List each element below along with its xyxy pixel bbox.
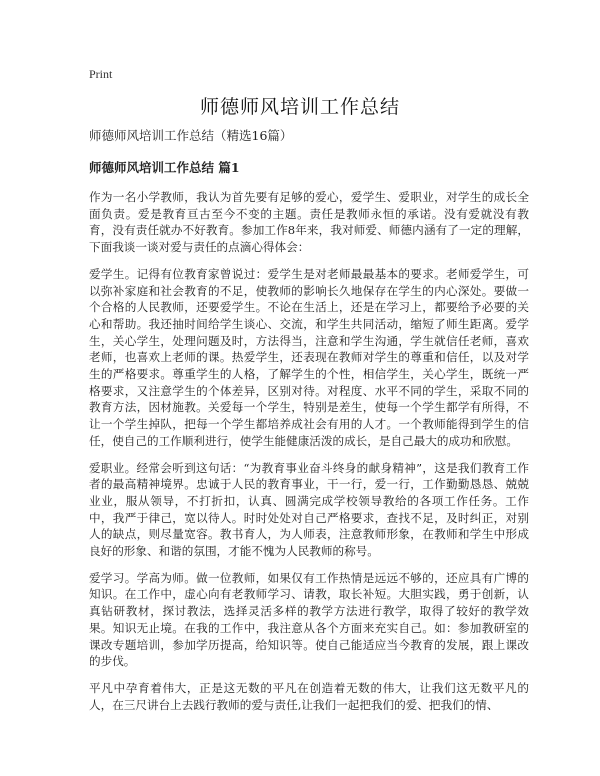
paragraph-love-learning: 爱学习。学高为师。做一位教师，如果仅有工作热情是远远不够的，还应具有广博的知识。在工作中，虚心向有老教师学习、请教，取长补短。大胆实践，勇于创新，认真钻研教材，探讨教法，选择灵活多样的教学方法进行教学，取得了较好的教学效果。知识无止境。在我的工作中，我注意从各个方面来充实自己。如：参加教研室的课改专题培训，参加学历提高，给知识等。使自己能适应当今教育的发展，跟上课改的步伐。 bbox=[89, 570, 529, 669]
paragraph-intro: 作为一名小学教师，我认为首先要有足够的爱心，爱学生、爱职业，对学生的成长全面负责。爱是教育亘古至今不变的主题。责任是教师永恒的承诺。没有爱就没有教育，没有责任就办不好教育。参加工作8年来，我对师爱、师德内涵有了一定的理解，下面我谈一谈对爱与责任的点滴心得体会： bbox=[89, 190, 529, 255]
paragraph-love-students: 爱学生。记得有位教育家曾说过：爱学生是对老师最最基本的要求。老师爱学生，可以弥补家庭和社会教育的不足，使教师的影响长久地保存在学生的内心深处。要做一个合格的人民教师，还要爱学生。不论在生活上，还是在学习上，都要给予必要的关心和帮助。我还抽时间给学生谈心、交流，和学生共同活动，缩短了师生距离。爱学生，关心学生，处理问题及时，方法得当，注意和学生沟通，学生就信任老师，喜欢老师，也喜欢上老师的课。热爱学生，还表现在教师对学生的尊重和信任，以及对学生的严格要求。尊重学生的人格，了解学生的个性，相信学生，关心学生，既统一严格要求，又注意学生的个体差异，区别对待。对程度、水平不同的学生，采取不同的教育方法，因材施教。关爱每一个学生，特别是差生，使每一个学生都学有所得，不让一个学生掉队，把每一个学生都培养成社会有用的人才。一个教师能得到学生的信任，使自己的工作顺利进行，使学生能健康活泼的成长，是自己最大的成功和欣慰。 bbox=[89, 266, 529, 448]
document-title: 师德师风培训工作总结 bbox=[199, 96, 400, 118]
document-subtitle: 师德师风培训工作总结（精选16篇） bbox=[89, 128, 293, 143]
section-heading: 师德师风培训工作总结 篇1 bbox=[89, 160, 240, 175]
print-label: Print bbox=[89, 67, 113, 81]
paragraph-conclusion: 平凡中孕育着伟大，正是这无数的平凡在创造着无数的伟大，让我们这无数平凡的人，在三尺讲台上去践行教师的爱与责任,让我们一起把我们的爱、把我们的情、 bbox=[89, 680, 529, 712]
paragraph-love-profession: 爱职业。经常会听到这句话：“为教育事业奋斗终身的献身精神”，这是我们教育工作者的最高精神境界。忠诚于人民的教育事业，干一行，爱一行，工作勤勤恳恳、兢兢业业，服从领导，不打折扣，认真、圆满完成学校领导教给的各项工作任务。工作中，我严于律己，宽以待人。时时处处对自己严格要求，查找不足，及时纠正，对别人的缺点，则尽量宽容。教书育人，为人师表，注意教师形象，在教师和学生中形成良好的形象、和谐的氛围，才能不愧为人民教师的称号。 bbox=[89, 460, 529, 559]
document-body bbox=[89, 128, 529, 723]
